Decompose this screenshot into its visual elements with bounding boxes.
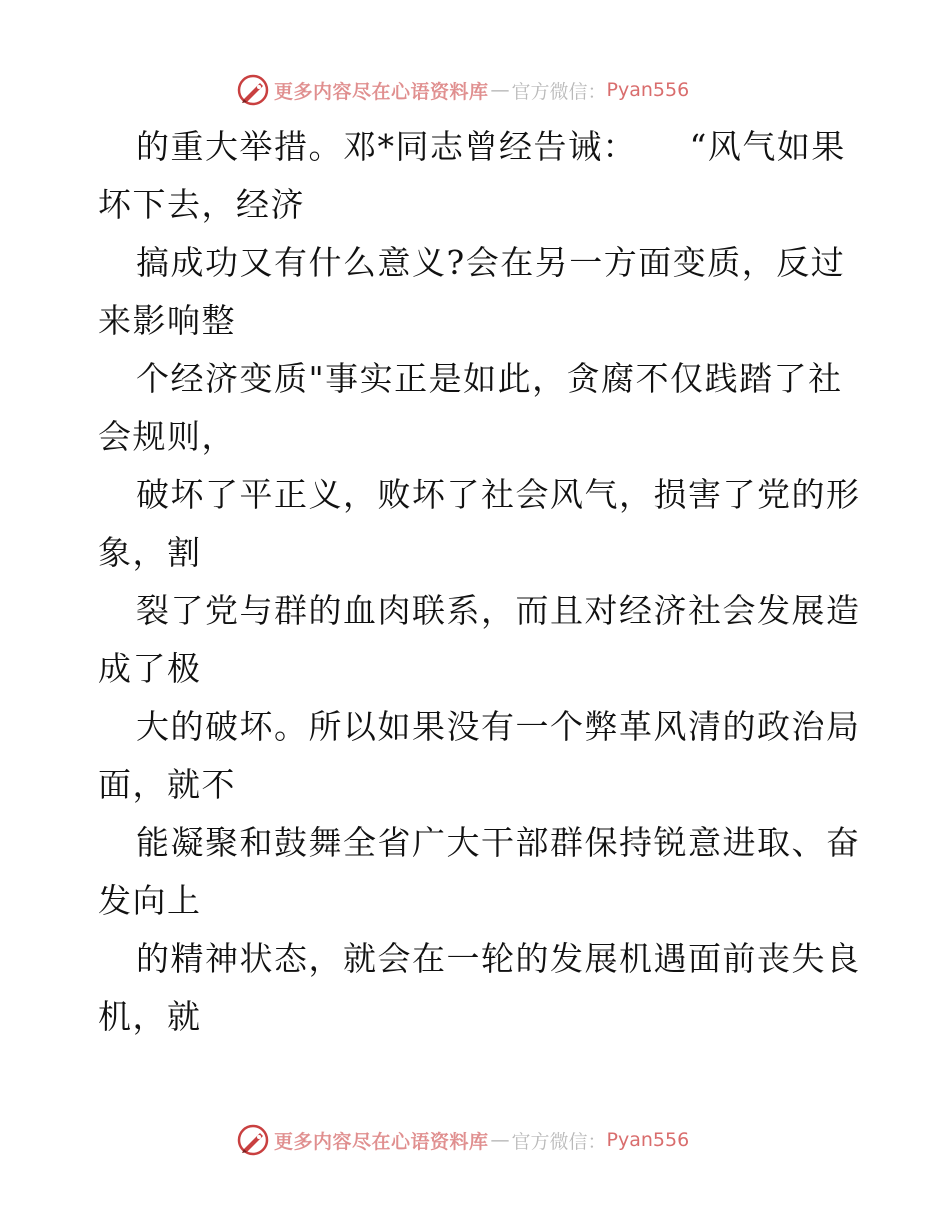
text-line: 来影响整 xyxy=(98,301,236,340)
banner-wechat-id: Pyan556 xyxy=(606,1129,690,1151)
text-line: 的精神状态，就会在一轮的发展机遇面前丧失良 xyxy=(136,939,861,978)
banner-title: 更多内容尽在心语资料库 xyxy=(274,1130,489,1153)
text-line: 会规则， xyxy=(98,417,236,456)
text-line: 的重大举措。邓*同志曾经告诫： “风气如果 xyxy=(136,127,846,166)
banner-wechat-id: Pyan556 xyxy=(606,79,690,101)
banner-wechat-label: 官方微信： xyxy=(511,80,607,103)
document-body xyxy=(98,118,861,1046)
text-line: 面，就不 xyxy=(98,765,236,804)
text-line: 个经济变质"事实正是如此，贪腐不仅践踏了社 xyxy=(136,359,843,398)
footer-banner xyxy=(236,1122,689,1158)
pen-logo-icon xyxy=(236,73,270,107)
text-line: 搞成功又有什么意义?会在另一方面变质，反过 xyxy=(136,243,846,282)
text-line: 大的破坏。所以如果没有一个弊革风清的政治局 xyxy=(136,707,861,746)
pen-logo-icon xyxy=(236,1123,270,1157)
banner-separator: — xyxy=(490,79,510,101)
text-line: 裂了党与群的血肉联系，而且对经济社会发展造 xyxy=(136,591,861,630)
text-line: 发向上 xyxy=(98,881,202,920)
text-line: 机，就 xyxy=(98,997,202,1036)
banner-separator: — xyxy=(490,1129,510,1151)
text-line: 成了极 xyxy=(98,649,202,688)
header-banner xyxy=(236,72,689,108)
banner-title: 更多内容尽在心语资料库 xyxy=(274,80,489,103)
text-line: 破坏了平正义，败坏了社会风气，损害了党的形 xyxy=(136,475,861,514)
text-line: 象，割 xyxy=(98,533,202,572)
text-line: 坏下去，经济 xyxy=(98,185,305,224)
banner-wechat-label: 官方微信： xyxy=(511,1130,607,1153)
text-line: 能凝聚和鼓舞全省广大干部群保持锐意进取、奋 xyxy=(136,823,861,862)
